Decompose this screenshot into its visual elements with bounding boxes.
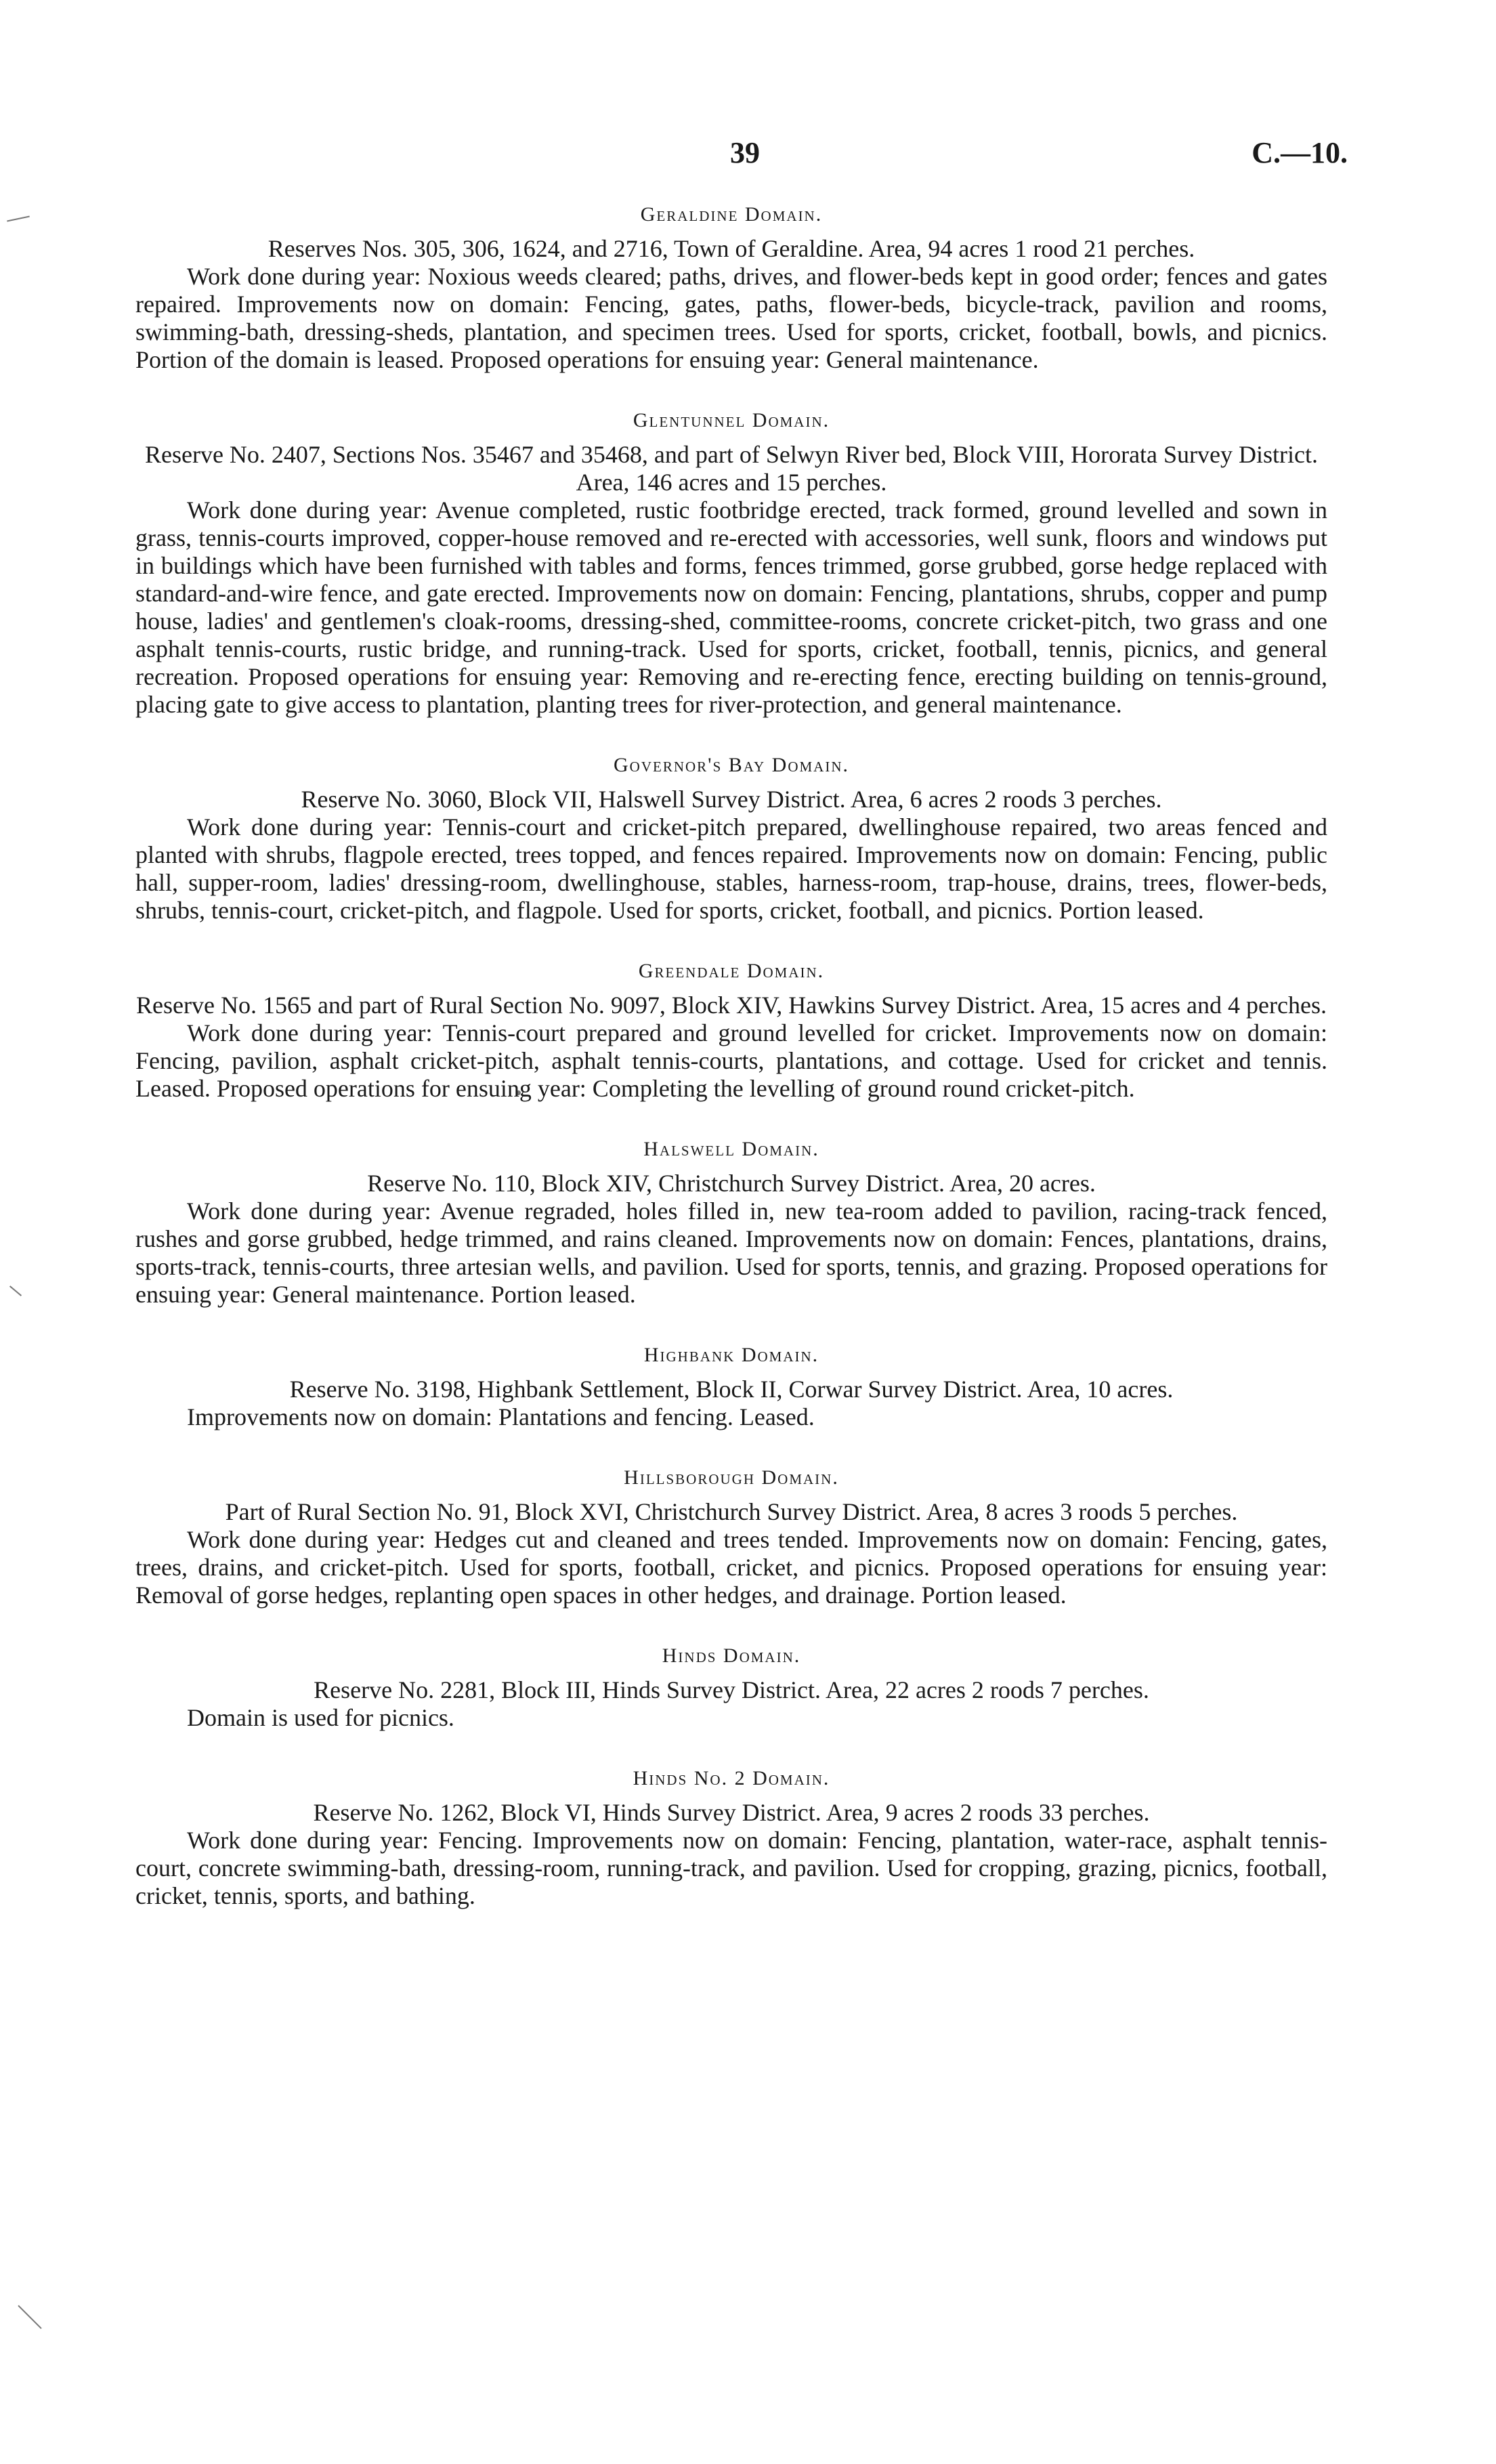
section-body: Work done during year: Noxious weeds cleared; paths, drives, and flower-beds kept in good order; fences and gates repaired. Improvements now on domain: Fencing, gates, paths, flower-beds, bicycle-track, pavilion and rooms, swimming-bath, dressing-sheds, plantation, and specimen trees. Used for sports, cricket, football, bowls, and picnics. Portion of the domain is leased. Proposed operations for ensuing year: General maintenance. [135,263,1327,373]
domain-section [135,957,1327,1103]
section-heading: Greendale Domain. [638,960,825,982]
scan-mark [9,1286,22,1296]
document-body [135,200,1327,1942]
reserve-line: Reserve No. 2407, Sections Nos. 35467 and 35468, and part of Selwyn River bed, Block VIII, Hororata Survey District. Area, 146 acres and 15 perches. [144,441,1319,496]
domain-section [135,406,1327,719]
section-body: Domain is used for picnics. [187,1704,454,1731]
reserve-line: Reserve No. 3198, Highbank Settlement, Block II, Corwar Survey District. Area, 10 acres. [289,1376,1174,1403]
section-body: Work done during year: Avenue completed, rustic footbridge erected, track formed, ground levelled and sown in grass, tennis-courts improved, copper-house removed and re-erected with accessories, well sunk, floors and windows put in buildings which have been furnished with tables and forms, fences trimmed, gorse grubbed, gorse hedge replaced with standard-and-wire fence, and gate erected. Improvements now on domain: Fencing, plantations, shrubs, copper and pump house, ladies' and gentlemen's cloak-rooms, dressing-shed, committee-rooms, concrete cricket-pitch, two grass and one asphalt tennis-courts, rustic bridge, and running-track. Used for sports, cricket, football, tennis, picnics, and general recreation. Proposed operations for ensuing year: Removing and re-erecting fence, erecting building on tennis-ground, placing gate to give access to plantation, planting trees for river-protection, and general maintenance. [135,496,1327,718]
section-body: Work done during year: Fencing. Improvements now on domain: Fencing, plantation, water-race, asphalt tennis-court, concrete swimming-bath, dressing-room, running-track, and pavilion. Used for cropping, grazing, picnics, football, cricket, tennis, sports, and bathing. [135,1827,1327,1909]
reserve-line: Reserve No. 1565 and part of Rural Section No. 9097, Block XIV, Hawkins Survey District. Area, 15 acres and 4 perches. [136,992,1327,1019]
section-heading: Hinds Domain. [662,1644,801,1667]
section-heading: Halswell Domain. [643,1138,819,1160]
section-heading: Hinds No. 2 Domain. [633,1767,830,1789]
section-heading: Highbank Domain. [643,1344,819,1366]
reserve-line: Reserves Nos. 305, 306, 1624, and 2716, Town of Geraldine. Area, 94 acres 1 rood 21 perches. [268,235,1195,262]
section-body: Work done during year: Tennis-court and cricket-pitch prepared, dwellinghouse repaired, two areas fenced and planted with shrubs, flagpole erected, trees topped, and fences repaired. Improvements now on domain: Fencing, public hall, supper-room, ladies' dressing-room, dwellinghouse, stables, harness-room, trap-house, drains, trees, flower-beds, shrubs, tennis-court, cricket-pitch, and flagpole. Used for sports, cricket, football, and picnics. Portion leased. [135,813,1327,924]
reserve-line: Reserve No. 2281, Block III, Hinds Survey District. Area, 22 acres 2 roods 7 perches. [314,1676,1149,1703]
reserve-line: Part of Rural Section No. 91, Block XVI, Christchurch Survey District. Area, 8 acres 3 roods 5 perches. [225,1498,1238,1525]
section-heading: Hillsborough Domain. [624,1466,839,1489]
section-body: Work done during year: Hedges cut and cleaned and trees tended. Improvements now on domain: Fencing, gates, trees, drains, and cricket-pitch. Used for sports, football, cricket, and picnics. Proposed operations for ensuing year: Removal of gorse hedges, replanting open spaces in other hedges, and drainage. Portion leased. [135,1526,1327,1609]
domain-section [135,751,1327,925]
section-heading: Governor's Bay Domain. [614,754,849,776]
section-heading: Geraldine Domain. [640,203,823,226]
section-heading: Glentunnel Domain. [633,409,830,431]
domain-section [135,1341,1327,1431]
reserve-line: Reserve No. 110, Block XIV, Christchurch Survey District. Area, 20 acres. [367,1170,1096,1197]
reserve-line: Reserve No. 3060, Block VII, Halswell Survey District. Area, 6 acres 2 roods 3 perches. [301,786,1162,813]
scan-mark [18,2305,41,2329]
domain-section [135,1464,1327,1609]
section-body: Work done during year: Tennis-court prepared and ground levelled for cricket. Improvements now on domain: Fencing, pavilion, asphalt cricket-pitch, asphalt tennis-courts, plantations, and cottage. Used for cricket and tennis. Leased. Proposed operations for ensuing year: Completing the levelling of ground round cricket-pitch. [135,1019,1327,1102]
page-number: 39 [730,136,760,169]
domain-section [135,200,1327,374]
section-body: Improvements now on domain: Plantations and fencing. Leased. [187,1403,815,1430]
section-body: Work done during year: Avenue regraded, holes filled in, new tea-room added to pavilion, racing-track fenced, rushes and gorse grubbed, hedge trimmed, and rains cleaned. Improvements now on domain: Fences, plantations, drains, sports-track, tennis-courts, three artesian wells, and pavilion. Used for sports, tennis, and grazing. Proposed operations for ensuing year: General maintenance. Portion leased. [135,1197,1327,1308]
domain-section [135,1764,1327,1910]
scan-mark [7,215,30,221]
domain-section [135,1135,1327,1309]
domain-section [135,1642,1327,1732]
reserve-line: Reserve No. 1262, Block VI, Hinds Survey District. Area, 9 acres 2 roods 33 perches. [313,1799,1150,1826]
document-reference: C.—10. [1252,136,1348,169]
